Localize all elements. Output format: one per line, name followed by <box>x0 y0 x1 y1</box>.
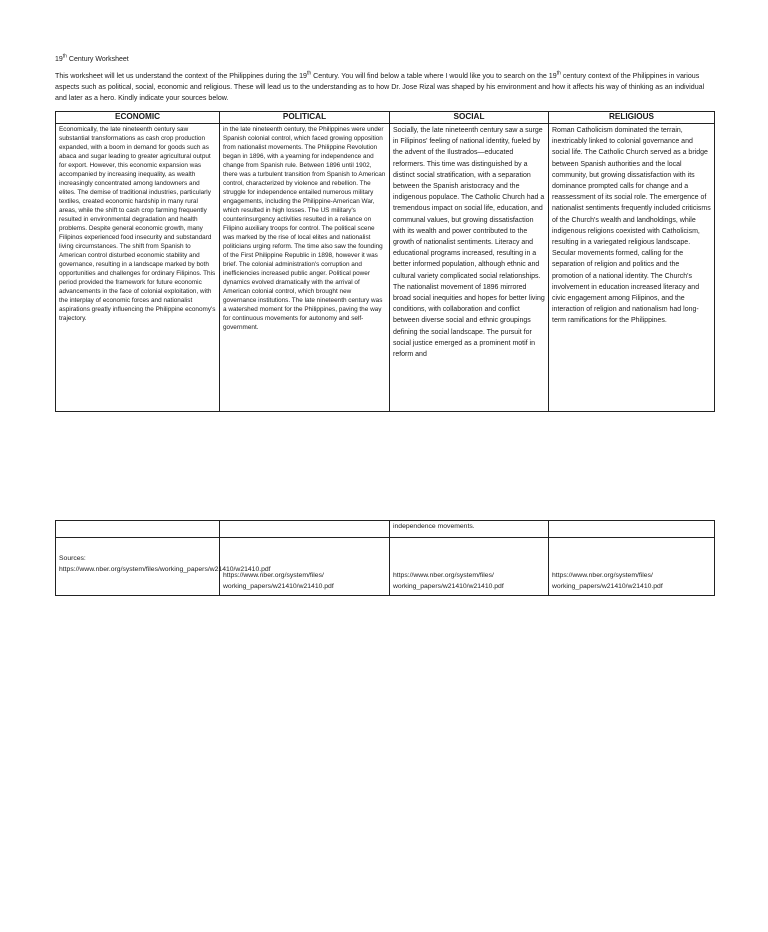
header-religious: RELIGIOUS <box>549 112 715 124</box>
political-continuation-cell[interactable] <box>220 521 390 538</box>
economic-cell[interactable] <box>56 124 220 412</box>
economic-continuation-cell[interactable] <box>56 521 220 538</box>
religious-sources-cell[interactable] <box>549 538 715 596</box>
header-political: POLITICAL <box>220 112 390 124</box>
social-text: Socially, the late nineteenth century saw a surge in Filipinos' feeling of national identity, fueled by the advent of the Ilustrados—educated reformers. This time was distinguished by a distinct social stratification, with a separation between the Spanish aristocracy and the indigenous populace. The Catholic Church had a tremendous impact on social life, education, and communal values, but growing dissatisfaction with its wealth and power contributed to the growth of nationalist sentiments. Literacy and educational programs increased, resulting in a better informed population, although ethnic and cultural variety complicated social relationships. The nationalist movement of 1896 mirrored broad social inequities and hopes for better living conditions, with collaboration and conflict between diverse social and ethnic groupings defining the social landscape. The pursuit for social justice emerged as a prominent motif in reform and <box>393 127 545 359</box>
political-cell[interactable] <box>220 124 390 412</box>
economic-sources-cell[interactable] <box>56 538 271 596</box>
social-source-link[interactable]: https://www.nber.org/system/files/ working_papers/w21410/w21410.pdf <box>393 572 504 590</box>
economic-source-link[interactable]: Sources: https://www.nber.org/system/files/working_papers/w21410/w21410.pdf <box>59 555 271 573</box>
continuation-row <box>56 521 715 538</box>
sources-row <box>56 538 715 596</box>
economic-text: Economically, the late nineteenth century saw substantial transformations as cash crop production expanded, with a boom in demand for goods such as abaca and sugar leading to greater agricultural output for export. However, this economic expansion was accompanied by increasing inequality, as wealth increasingly concentrated among landowners and elites. The demise of traditional industries, particularly textiles, created economic hardship in many rural areas, while the shift to cash crop farming frequently resulted in environmental degradation and health problems. Despite general economic growth, many Filipinos experienced food insecurity and substandard living circumstances. The shift from Spanish to American control disturbed economic stability and governance, resulting in a landscape marked by both opportunities and challenges for ordinary Filipinos. This period provided the framework for future economic advancements in the face of colonial exploitation, with the interplay of economic forces and nationalist aspirations greatly influencing the Philippine economy's trajectory. <box>59 126 216 322</box>
header-economic: ECONOMIC <box>56 112 220 124</box>
religious-cell[interactable] <box>549 124 715 412</box>
political-text: in the late nineteenth century, the Philippines were under Spanish colonial control, which faced growing opposition from nationalist movements. The Philippine Revolution began in 1896, with a yearning for independence and change from Spanish rule. Between 1896 until 1902, there was a turbulent transition from Spanish to American control, characterized by violence and rebellion. The struggle for independence entailed numerous military engagements, including the Philippine-American War, which resulted in high losses. The US military's counterinsurgency activities resulted in a reliance on Filipino auxiliary troops for control. The political scene was marked by the rise of local elites and nationalist politicians urging reform. The time also saw the founding of the First Philippine Republic in 1898, however it was brief. The colonial administration's corruption and inefficiencies increased public anger. Political power dynamics evolved dramatically with the arrival of American colonial control, which brought new governance institutions. The late nineteenth century was a watershed moment for the Philippines, paving the way for continuous movements for autonomy and self-government. <box>223 126 386 331</box>
political-source-link[interactable]: https://www.nber.org/system/files/ working_papers/w21410/w21410.pdf <box>223 572 334 590</box>
religious-continuation-cell[interactable] <box>549 521 715 538</box>
religious-source-link[interactable]: https://www.nber.org/system/files/ working_papers/w21410/w21410.pdf <box>552 572 663 590</box>
social-sources-cell[interactable] <box>390 538 549 596</box>
religious-text: Roman Catholicism dominated the terrain, inextricably linked to colonial governance and social life. The Catholic Church served as a bridge between Spanish authorities and the local community, but growing dissatisfaction with its dominance prompted calls for change and a reassessment of its social role. The emergence of nationalist sentiments frequently included criticisms of the Church's wealth and landholdings, while indigenous religions coexisted with Catholicism, resulting in a variegated religious landscape. Secular movements formed, calling for the separation of religion and politics and the promotion of a national identity. The Church's involvement in education increased literacy and civic engagement among Filipinos, and the interaction of religion and nationalism had long-term ramifications for the Philippines. <box>552 127 711 325</box>
header-social: SOCIAL <box>390 112 549 124</box>
continuation-table <box>55 520 715 596</box>
intro-paragraph: This worksheet will let us understand the context of the Philippines during the 19th Century. You will find below a table where I would like you to search on the 19th century context of the Philippines in various aspects such as political, social, economic and religious. These will lead us to the understanding as to how Dr. Jose Rizal was shaped by his environment and how it affects his way of thinking as an individual and later as a hero. Kindly indicate your sources below. <box>55 70 705 103</box>
content-row <box>56 124 715 412</box>
header-row <box>56 112 715 124</box>
worksheet-title: 19th Century Worksheet <box>55 53 129 63</box>
social-continuation-cell[interactable]: independence movements. <box>390 521 549 538</box>
social-cell[interactable] <box>390 124 549 412</box>
context-table <box>55 111 715 412</box>
